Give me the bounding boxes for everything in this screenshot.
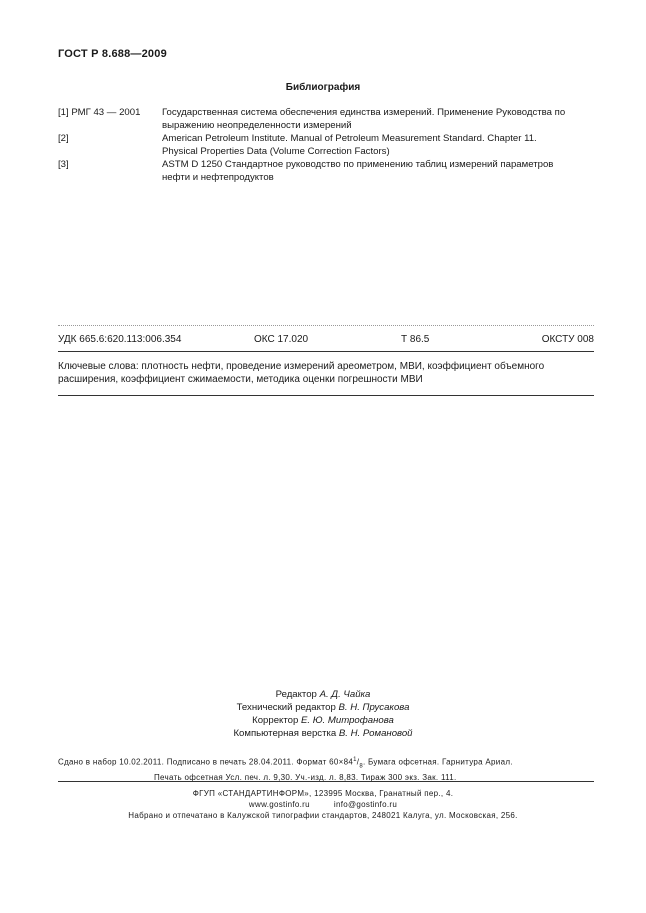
t-code: Т 86.5 <box>401 334 430 345</box>
contact-line <box>0 799 646 810</box>
entry-text <box>162 106 594 132</box>
divider <box>58 395 594 396</box>
entry-line: нефти и нефтепродуктов <box>162 172 274 183</box>
website-link[interactable]: www.gostinfo.ru <box>248 800 310 809</box>
divider <box>58 325 594 326</box>
entry-text <box>162 132 594 158</box>
udk-code: УДК 665.6:620.113:006.354 <box>58 334 182 345</box>
entry-ref: [3] <box>58 159 69 170</box>
publication-line: Печать офсетная Усл. печ. л. 9,30. Уч.-изд. л. 8,83. Тираж 300 экз. Зак. 111. <box>154 773 457 783</box>
entry-line: выражению неопределенности измерений <box>162 120 352 131</box>
corrector-line: Корректор Е. Ю. Митрофанова <box>252 715 394 726</box>
printer-info: Набрано и отпечатано в Калужской типографии стандартов, 248021 Калуга, ул. Московская, 256. <box>128 811 518 820</box>
keywords-line: Ключевые слова: плотность нефти, проведение измерений ареометром, МВИ, коэффициент объемного <box>58 361 545 372</box>
staff-credits <box>0 688 646 740</box>
entry-ref: [1] РМГ 43 — 2001 <box>58 107 141 118</box>
keywords <box>58 360 594 386</box>
entry-line: Государственная система обеспечения единства измерений. Применение Руководства по <box>162 107 566 118</box>
entry-line: American Petroleum Institute. Manual of Petroleum Measurement Standard. Chapter 11. <box>162 133 537 144</box>
entry-ref: [2] <box>58 133 69 144</box>
email-link[interactable]: info@gostinfo.ru <box>333 800 398 809</box>
okstu-code: ОКСТУ 008 <box>541 334 594 345</box>
publication-info <box>58 754 594 784</box>
publisher-footer <box>0 788 646 821</box>
entry-text <box>162 158 594 184</box>
oks-code: ОКС 17.020 <box>254 334 309 345</box>
divider <box>58 781 594 782</box>
tech-editor-line: Технический редактор В. Н. Прусакова <box>236 702 410 713</box>
bibliography-title: Библиография <box>285 82 361 93</box>
document-code: ГОСТ Р 8.688—2009 <box>58 48 167 60</box>
keywords-line: расширения, коэффициент сжимаемости, методика оценки погрешности МВИ <box>58 374 423 385</box>
layout-line: Компьютерная верстка В. Н. Романовой <box>233 728 413 739</box>
divider <box>58 351 594 352</box>
editor-line: Редактор А. Д. Чайка <box>275 689 371 700</box>
publisher-address: ФГУП «СТАНДАРТИНФОРМ», 123995 Москва, Гранатный пер., 4. <box>192 789 454 798</box>
publication-line: Сдано в набор 10.02.2011. Подписано в печать 28.04.2011. Формат $60\times 84^1/_8$. Бумага офсетная. Гарнитура Ариал. <box>58 757 513 770</box>
entry-line: ASTM D 1250 Стандартное руководство по применению таблиц измерений параметров <box>162 159 554 170</box>
entry-line: Physical Properties Data (Volume Correction Factors) <box>162 146 390 157</box>
